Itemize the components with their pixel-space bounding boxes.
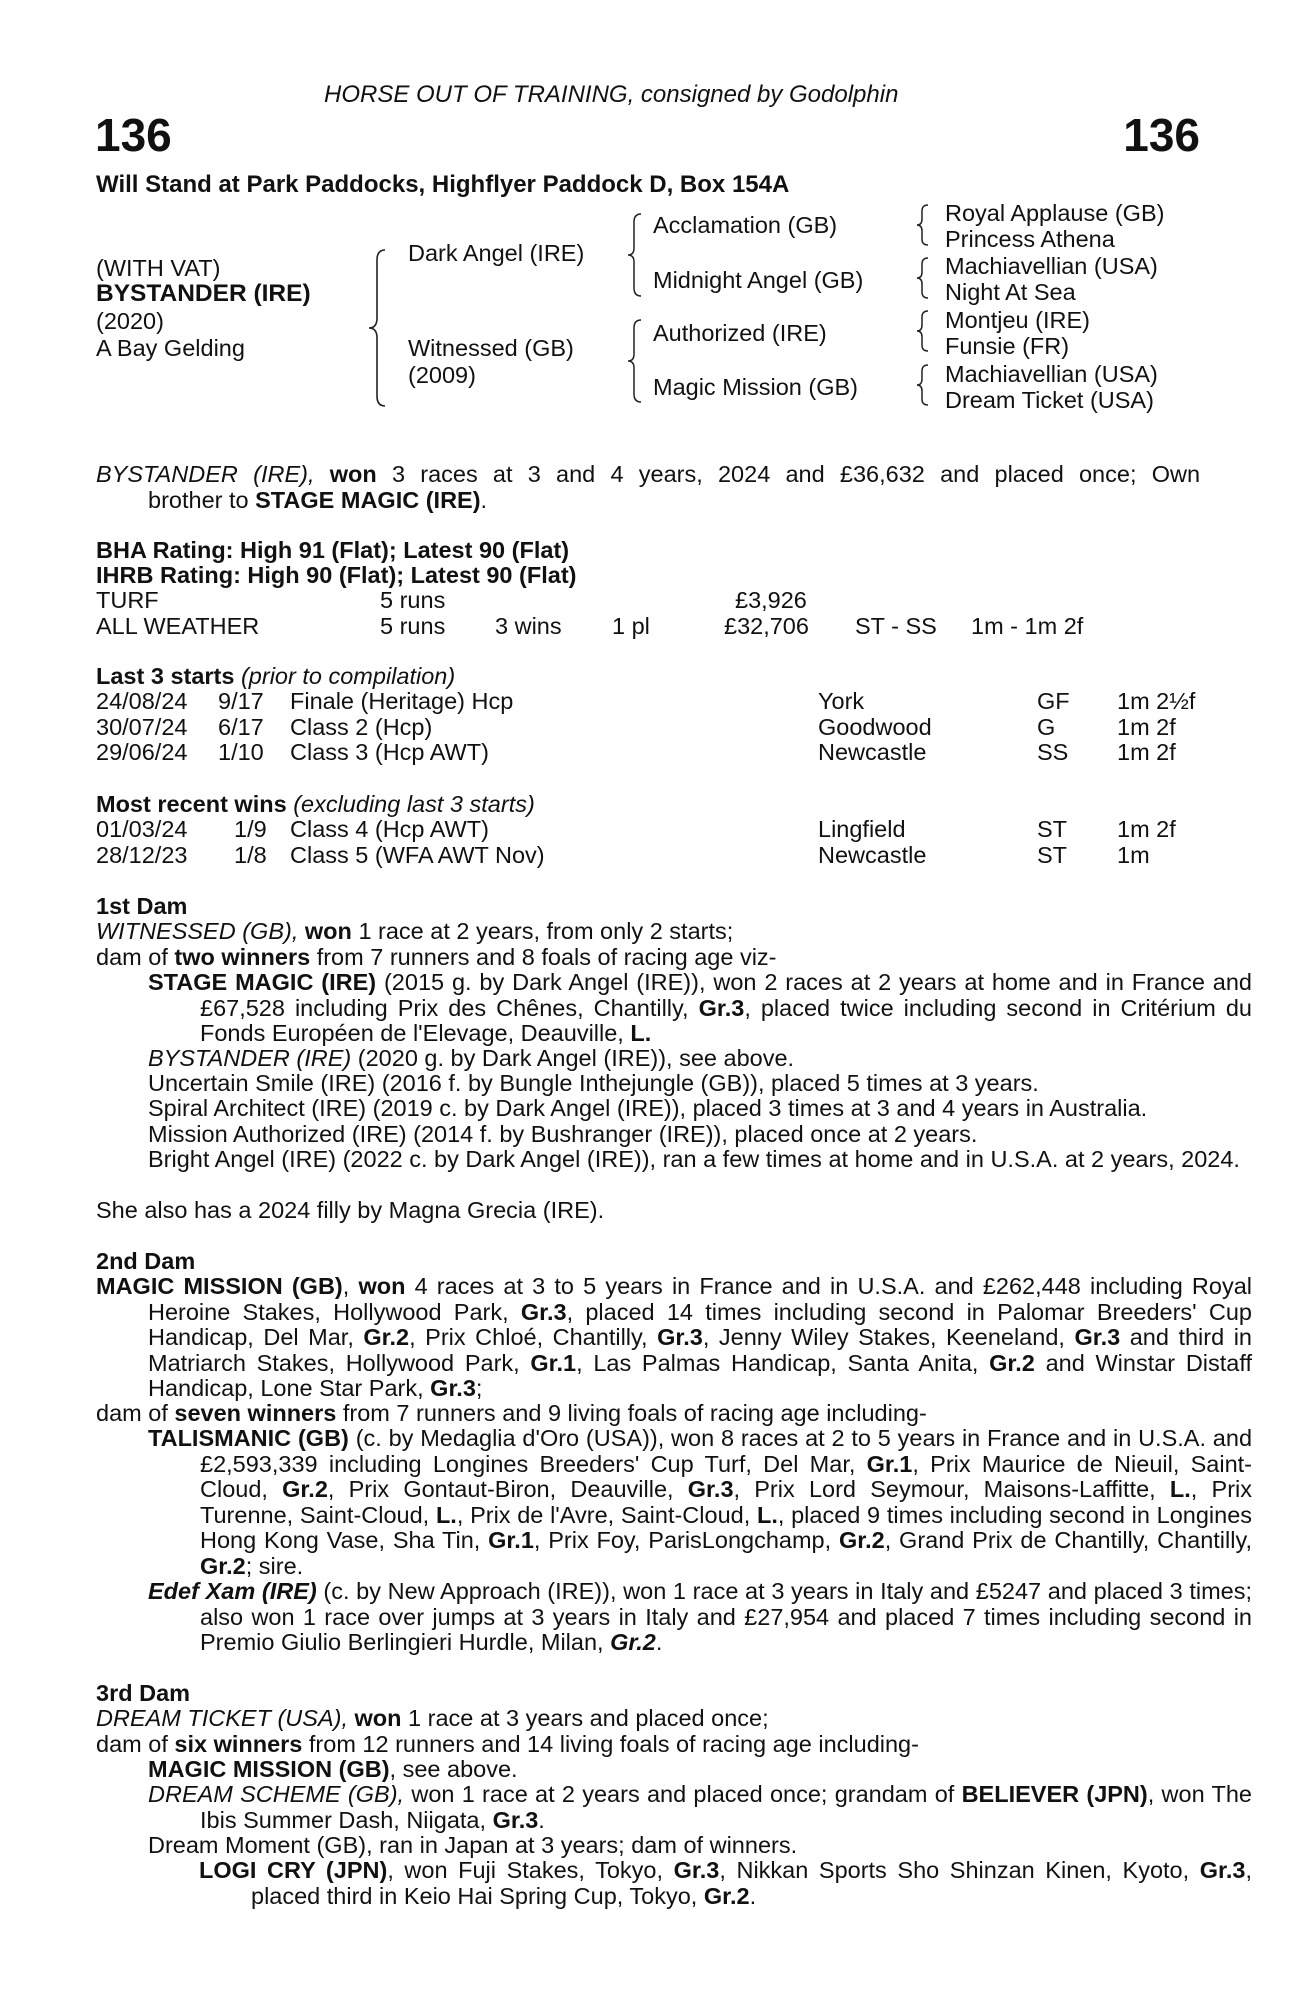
pedigree-dam: Witnessed (GB) xyxy=(408,335,574,361)
record-runs: 5 runs xyxy=(380,587,446,613)
produce-text: , placed twice including second in Critérium du Fonds Européen de l'Elevage, Deauville, xyxy=(200,994,1252,1046)
record-text: and third in Matriarch Stakes, Hollywood Park, xyxy=(148,1324,1252,1376)
pedigree-dsd: Funsie (FR) xyxy=(945,333,1070,359)
produce-talismanic xyxy=(148,1426,1252,1579)
recent-wins-title: Most recent wins xyxy=(96,791,287,817)
race-distance: 1m 2f xyxy=(1117,739,1176,765)
race-date: 30/07/24 xyxy=(96,713,188,740)
record-runs: 5 runs xyxy=(380,613,446,639)
race-going: ST xyxy=(1037,816,1068,842)
race-position: 1/8 xyxy=(234,841,267,868)
produce-bright-angel: Bright Angel (IRE) (2022 c. by Dark Angel (IRE)), ran a few times at home and in U.S.A. at 2 years, 2024. xyxy=(148,1146,1240,1172)
produce-stage-magic xyxy=(148,970,1252,1047)
last3-note: (prior to compilation) xyxy=(240,663,456,689)
first-dam-runners: from 7 runners and 8 foals of racing age viz- xyxy=(316,944,777,970)
lot-number-left: 136 xyxy=(95,109,172,161)
race-name: Class 5 (WFA AWT Nov) xyxy=(290,841,545,868)
race-going: GF xyxy=(1037,688,1070,714)
produce-text: , see above. xyxy=(389,1756,518,1782)
pedigree-dam-dam: Magic Mission (GB) xyxy=(653,374,859,400)
race-distance: 1m 2f xyxy=(1117,816,1176,842)
horse-name: BYSTANDER (IRE) xyxy=(96,280,311,307)
produce-text: , Prix Foy, ParisLongchamp, xyxy=(533,1527,832,1553)
produce-dream-scheme xyxy=(148,1782,1252,1833)
listed-badge: L. xyxy=(1169,1476,1191,1502)
first-dam-damof: dam of xyxy=(96,944,168,970)
first-dam-winners: two winners xyxy=(174,944,311,970)
race-going: ST xyxy=(1037,841,1068,868)
third-dam-runners: from 12 runners and 14 living foals of racing age including- xyxy=(308,1731,919,1757)
second-dam-record xyxy=(96,1274,1252,1402)
third-dam-damof: dam of xyxy=(96,1731,168,1757)
grade-badge: Gr.2 xyxy=(703,1882,750,1909)
second-dam-won: won xyxy=(358,1273,406,1299)
produce-name: STAGE MAGIC (IRE) xyxy=(148,969,377,995)
produce-text: . xyxy=(749,1882,757,1909)
race-going: G xyxy=(1037,713,1056,740)
produce-bystander xyxy=(148,1046,1252,1072)
pedigree-ssd: Princess Athena xyxy=(945,226,1115,252)
grade-badge: Gr.3 xyxy=(698,994,745,1021)
produce-text: , placed 9 times including second in Longines Hong Kong Vase, Sha Tin, xyxy=(200,1501,1253,1553)
first-dam-name: WITNESSED (GB), xyxy=(96,918,299,944)
produce-dream-moment: Dream Moment (GB), ran in Japan at 3 years; dam of winners. xyxy=(148,1832,798,1858)
produce-text: (c. by Medaglia d'Oro (USA)), won 8 races at 2 to 5 years in France and in U.S.A. and £2,593,339 including Longines Breeders' Cup Turf, Del Mar, xyxy=(200,1425,1253,1477)
lot-number-right: 136 xyxy=(1123,109,1200,161)
record-text: , Prix Chloé, Chantilly, xyxy=(409,1324,648,1350)
pedigree-dam-sire: Authorized (IRE) xyxy=(653,320,827,346)
ihrb-rating: IHRB Rating: High 90 (Flat); Latest 90 (Flat) xyxy=(96,562,577,588)
pedigree-dss: Montjeu (IRE) xyxy=(945,307,1090,333)
produce-text: , won Fuji Stakes, Tokyo, xyxy=(387,1857,664,1883)
pedigree-brace-ds xyxy=(915,309,931,353)
grade-badge: Gr.3 xyxy=(1199,1857,1246,1883)
third-dam-won: won xyxy=(354,1705,402,1731)
produce-text: (2015 g. by Dark Angel (IRE)), won 2 races at 2 years at home and in France and £67,528 including Prix des Chênes, Chantilly, xyxy=(200,969,1252,1021)
last3-title: Last 3 starts xyxy=(96,663,235,689)
third-dam-line1 xyxy=(96,1706,769,1732)
race-distance: 1m 2f xyxy=(1117,713,1176,740)
race-date: 24/08/24 xyxy=(96,688,188,714)
pedigree-sire: Dark Angel (IRE) xyxy=(408,240,585,266)
grade-badge: Gr.2 xyxy=(989,1349,1035,1376)
third-dam-heading: 3rd Dam xyxy=(96,1680,191,1706)
record-going: ST - SS xyxy=(855,613,937,639)
race-name: Class 4 (Hcp AWT) xyxy=(290,816,489,842)
record-text: 4 races at 3 to 5 years in France and in U.S.A. and £262,448 including Royal Heroine Stakes, Hollywood Park, xyxy=(148,1273,1252,1325)
listed-badge: L. xyxy=(630,1020,652,1046)
damof-text: dam of xyxy=(96,1400,168,1426)
produce-name: MAGIC MISSION (GB) xyxy=(148,1756,390,1782)
race-distance: 1m xyxy=(1117,841,1150,868)
race-going: SS xyxy=(1037,739,1069,765)
race-course: Goodwood xyxy=(818,713,932,740)
pedigree-dam-year: (2009) xyxy=(408,362,476,388)
grade-badge: Gr.3 xyxy=(492,1806,539,1833)
vat-note: (WITH VAT) xyxy=(96,255,221,281)
recent-wins-note: (excluding last 3 starts) xyxy=(293,791,535,817)
grade-badge: Gr.3 xyxy=(687,1476,734,1502)
pedigree-brace-main xyxy=(365,248,389,408)
produce-text: , Prix Gontaut-Biron, Deauville, xyxy=(327,1476,674,1502)
produce-logi-cry xyxy=(199,1858,1252,1909)
produce-text: . xyxy=(538,1806,545,1833)
grade-badge: Gr.3 xyxy=(430,1375,476,1401)
summary-end: . xyxy=(480,486,488,513)
record-text: , Las Palmas Handicap, Santa Anita, xyxy=(576,1349,979,1376)
pedigree-brace-sd xyxy=(915,256,931,300)
record-placed: 1 pl xyxy=(612,613,650,639)
first-dam-heading: 1st Dam xyxy=(96,893,188,919)
recent-wins-heading xyxy=(96,792,535,818)
second-dam-heading: 2nd Dam xyxy=(96,1248,196,1274)
runners-text: from 7 runners and 9 living foals of racing age including- xyxy=(342,1400,927,1426)
produce-text: , Prix Lord Seymour, Maisons-Laffitte, xyxy=(733,1476,1156,1502)
page-header-title: HORSE OUT OF TRAINING, consigned by Godolphin xyxy=(324,81,899,108)
third-dam-name: DREAM TICKET (USA), xyxy=(96,1705,348,1731)
pedigree-sire-sire: Acclamation (GB) xyxy=(653,212,838,238)
produce-name: DREAM SCHEME (GB), xyxy=(148,1781,405,1807)
horse-year: (2020) xyxy=(96,308,164,334)
produce-edef-xam xyxy=(148,1579,1252,1656)
pedigree-sds: Machiavellian (USA) xyxy=(945,253,1158,279)
race-position: 1/9 xyxy=(234,816,267,842)
grade-badge: Gr.2 xyxy=(200,1552,246,1579)
grade-badge: Gr.3 xyxy=(520,1298,567,1325)
winners-count: seven winners xyxy=(174,1400,337,1426)
pedigree-brace-dam xyxy=(625,318,645,404)
summary-won: won xyxy=(329,461,377,487)
produce-magic-mission xyxy=(148,1757,518,1783)
produce-text: (2020 g. by Dark Angel (IRE)), see above. xyxy=(357,1045,795,1071)
second-dam-name: MAGIC MISSION (GB) xyxy=(96,1273,343,1299)
record-text: ; xyxy=(475,1375,483,1401)
summary-brother-text: brother to xyxy=(148,486,249,513)
grade-badge: Gr.2 xyxy=(282,1476,328,1502)
pedigree-dds: Machiavellian (USA) xyxy=(945,361,1158,387)
listed-badge: L. xyxy=(756,1501,778,1528)
produce-name: Edef Xam (IRE) xyxy=(148,1578,317,1604)
race-position: 1/10 xyxy=(218,739,264,765)
produce-text: , Prix Maurice de Nieuil, Saint-Cloud, xyxy=(200,1450,1252,1502)
record-amount: £3,926 xyxy=(735,587,807,613)
pedigree-brace-dd xyxy=(915,363,931,407)
last3-heading xyxy=(96,664,455,690)
produce-text: , Nikkan Sports Sho Shinzan Kinen, Kyoto, xyxy=(719,1857,1190,1883)
first-dam-won: won xyxy=(304,918,352,944)
punct: , xyxy=(342,1273,350,1299)
summary-horse-name: BYSTANDER (IRE), xyxy=(96,461,315,487)
race-distance: 1m 2½f xyxy=(1117,688,1196,714)
grade-badge: Gr.2 xyxy=(363,1324,410,1350)
pedigree-brace-sire xyxy=(625,212,645,298)
first-dam-line2 xyxy=(96,945,777,971)
record-surface: TURF xyxy=(96,587,159,613)
race-date: 28/12/23 xyxy=(96,841,188,868)
race-position: 9/17 xyxy=(218,688,264,714)
race-position: 6/17 xyxy=(218,713,264,740)
produce-text: (c. by New Approach (IRE)), won 1 race at 3 years in Italy and £5247 and placed 3 times; also won 1 race over jumps at 3 years in Italy and £27,954 and placed 7 times including second in Premio Giulio Berlingieri Hurdle, Milan, xyxy=(200,1578,1252,1655)
pedigree-sdd: Night At Sea xyxy=(945,279,1076,305)
record-distance: 1m - 1m 2f xyxy=(971,613,1084,639)
grade-badge: Gr.3 xyxy=(657,1324,703,1350)
pedigree-sire-dam: Midnight Angel (GB) xyxy=(653,267,864,293)
record-surface: ALL WEATHER xyxy=(96,613,260,639)
produce-text: , placed third in Keio Hai Spring Cup, Tokyo, xyxy=(251,1857,1253,1909)
race-name: Finale (Heritage) Hcp xyxy=(290,688,514,714)
grade-badge: Gr.1 xyxy=(866,1450,913,1477)
grade-badge: Gr.1 xyxy=(530,1349,577,1376)
record-text: and Winstar Distaff Handicap, Lone Star Park, xyxy=(148,1349,1252,1401)
third-dam-line2 xyxy=(96,1732,919,1758)
pedigree-ddd: Dream Ticket (USA) xyxy=(945,387,1154,413)
race-course: Newcastle xyxy=(818,739,927,765)
first-dam-line1 xyxy=(96,919,733,945)
race-date: 01/03/24 xyxy=(96,816,188,842)
grade-badge: Gr.3 xyxy=(673,1857,720,1883)
first-dam-footnote: She also has a 2024 filly by Magna Grecia (IRE). xyxy=(96,1197,605,1223)
race-course: York xyxy=(818,688,865,714)
produce-mission-authorized: Mission Authorized (IRE) (2014 f. by Bushranger (IRE)), placed once at 2 years. xyxy=(148,1121,978,1147)
pedigree-sss: Royal Applause (GB) xyxy=(945,200,1165,226)
summary-sibling: STAGE MAGIC (IRE) xyxy=(255,486,481,513)
first-dam-record: 1 race at 2 years, from only 2 starts; xyxy=(358,918,734,944)
race-course: Newcastle xyxy=(818,841,927,868)
produce-text: , Prix de l'Avre, Saint-Cloud, xyxy=(456,1501,751,1528)
produce-text: . xyxy=(655,1629,663,1655)
produce-text: , Prix Turenne, Saint-Cloud, xyxy=(200,1476,1252,1528)
horse-summary xyxy=(96,462,1200,513)
grade-badge: Gr.1 xyxy=(488,1527,534,1553)
stand-location: Will Stand at Park Paddocks, Highflyer Paddock D, Box 154A xyxy=(96,171,790,198)
produce-text: won 1 race at 2 years and placed once; grandam of xyxy=(411,1781,955,1807)
horse-description: A Bay Gelding xyxy=(96,335,245,361)
bha-rating: BHA Rating: High 91 (Flat); Latest 90 (Flat) xyxy=(96,537,570,563)
produce-name: TALISMANIC (GB) xyxy=(148,1425,349,1451)
grandproduce-name: BELIEVER (JPN) xyxy=(961,1781,1148,1807)
third-dam-record: 1 race at 3 years and placed once; xyxy=(408,1705,769,1731)
produce-text: , won The Ibis Summer Dash, Niigata, xyxy=(200,1781,1252,1833)
pedigree-brace-ss xyxy=(915,203,931,247)
summary-text: 3 races at 3 and 4 years, 2024 and £36,632 and placed once; Own xyxy=(391,461,1201,487)
produce-text: , Grand Prix de Chantilly, Chantilly, xyxy=(884,1527,1253,1553)
race-name: Class 3 (Hcp AWT) xyxy=(290,739,489,765)
race-name: Class 2 (Hcp) xyxy=(290,713,433,740)
record-text: , placed 14 times including second in Palomar Breeders' Cup Handicap, Del Mar, xyxy=(148,1298,1252,1350)
listed-badge: L. xyxy=(435,1501,457,1528)
produce-uncertain-smile: Uncertain Smile (IRE) (2016 f. by Bungle Inthejungle (GB)), placed 5 times at 3 years. xyxy=(148,1070,1039,1096)
record-wins: 3 wins xyxy=(495,613,562,639)
third-dam-winners: six winners xyxy=(174,1731,303,1757)
second-dam-damof xyxy=(96,1401,927,1427)
record-amount: £32,706 xyxy=(724,613,809,639)
grade-badge: Gr.2 xyxy=(610,1629,656,1655)
produce-name: BYSTANDER (IRE) xyxy=(148,1045,352,1071)
race-date: 29/06/24 xyxy=(96,739,188,765)
grade-badge: Gr.2 xyxy=(838,1527,885,1553)
grade-badge: Gr.3 xyxy=(1074,1324,1121,1350)
record-text: , Jenny Wiley Stakes, Keeneland, xyxy=(702,1324,1065,1350)
produce-spiral-architect: Spiral Architect (IRE) (2019 c. by Dark Angel (IRE)), placed 3 times at 3 and 4 years in Australia. xyxy=(148,1095,1148,1121)
produce-name: LOGI CRY (JPN) xyxy=(199,1857,388,1883)
race-course: Lingfield xyxy=(818,816,906,842)
produce-text: ; sire. xyxy=(245,1552,304,1579)
